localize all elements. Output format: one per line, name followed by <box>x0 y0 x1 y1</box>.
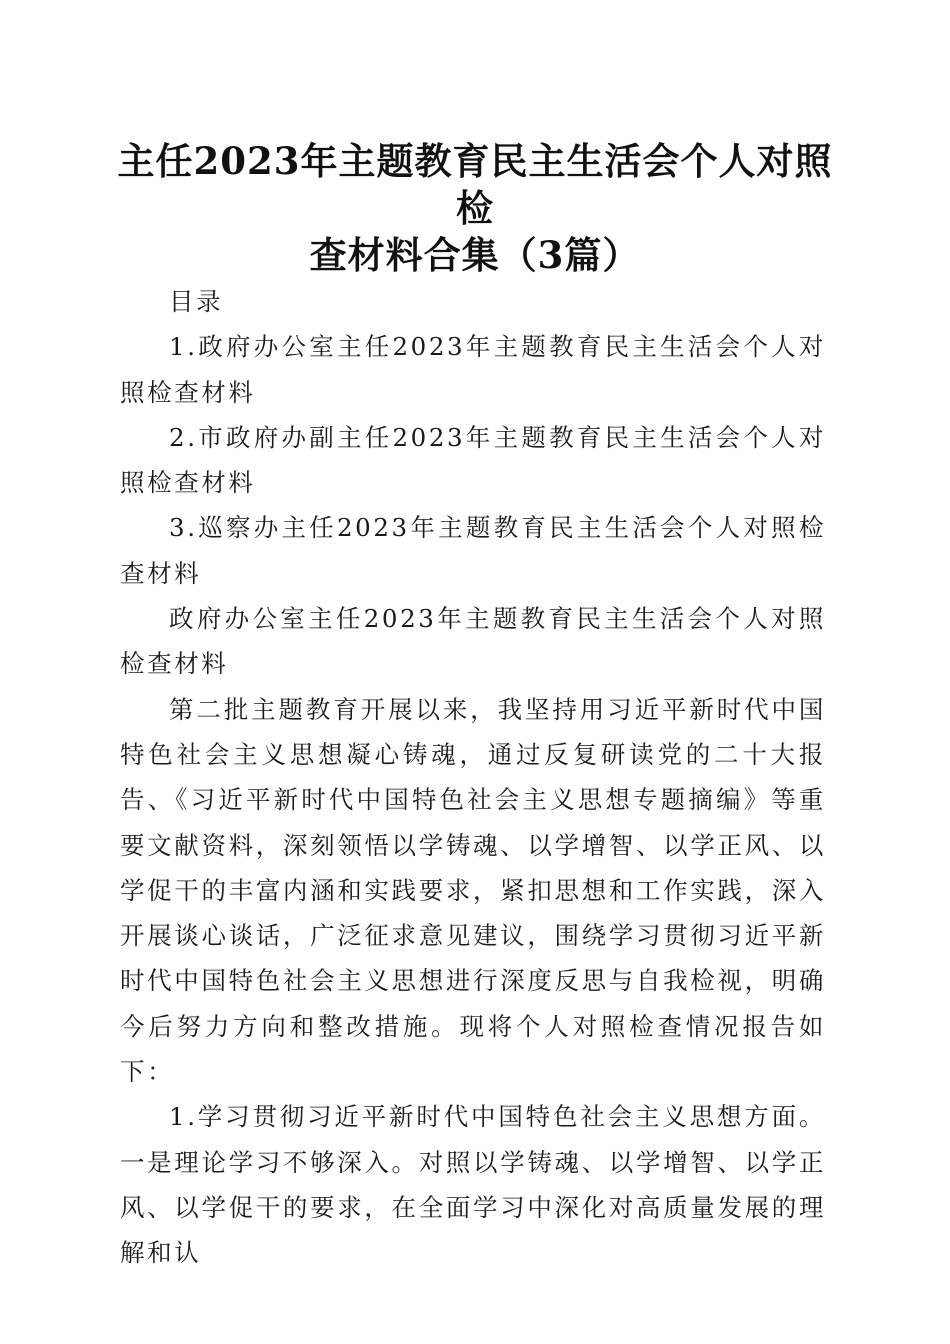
title-line-2: 查材料合集（3篇） <box>309 233 641 277</box>
toc-item-3: 3.巡察办主任2023年主题教育民主生活会个人对照检查材料 <box>120 513 826 588</box>
document-body <box>120 279 826 1276</box>
toc-item-2: 2.市政府办副主任2023年主题教育民主生活会个人对照检查材料 <box>120 422 826 498</box>
toc-heading: 目录 <box>169 287 224 316</box>
body-paragraph: 1.学习贯彻习近平新时代中国特色社会主义思想方面。一是理论学习不够深入。对照以学铸魂、以学增智、以学正风、以学促干的要求，在全面学习中深化对高质量发展的理解和认 <box>120 1102 826 1268</box>
body-paragraph: 第二批主题教育开展以来，我坚持用习近平新时代中国特色社会主义思想凝心铸魂，通过反复研读党的二十大报告、《习近平新时代中国特色社会主义思想专题摘编》等重要文献资料，深刻领悟以学铸魂、以学增智、以学正风、以学促干的丰富内涵和实践要求，紧扣思想和工作实践，深入开展谈心谈话，广泛征求意见建议，围绕学习贯彻习近平新时代中国特色社会主义思想进行深度反思与自我检视，明确今后努力方向和整改措施。现将个人对照检查情况报告如下： <box>120 694 826 1087</box>
toc-item-1: 1.政府办公室主任2023年主题教育民主生活会个人对照检查材料 <box>120 332 826 407</box>
title-line-1: 主任2023年主题教育民主生活会个人对照检 <box>117 139 833 230</box>
section-title: 政府办公室主任2023年主题教育民主生活会个人对照检查材料 <box>120 604 826 679</box>
document-title <box>100 138 850 279</box>
